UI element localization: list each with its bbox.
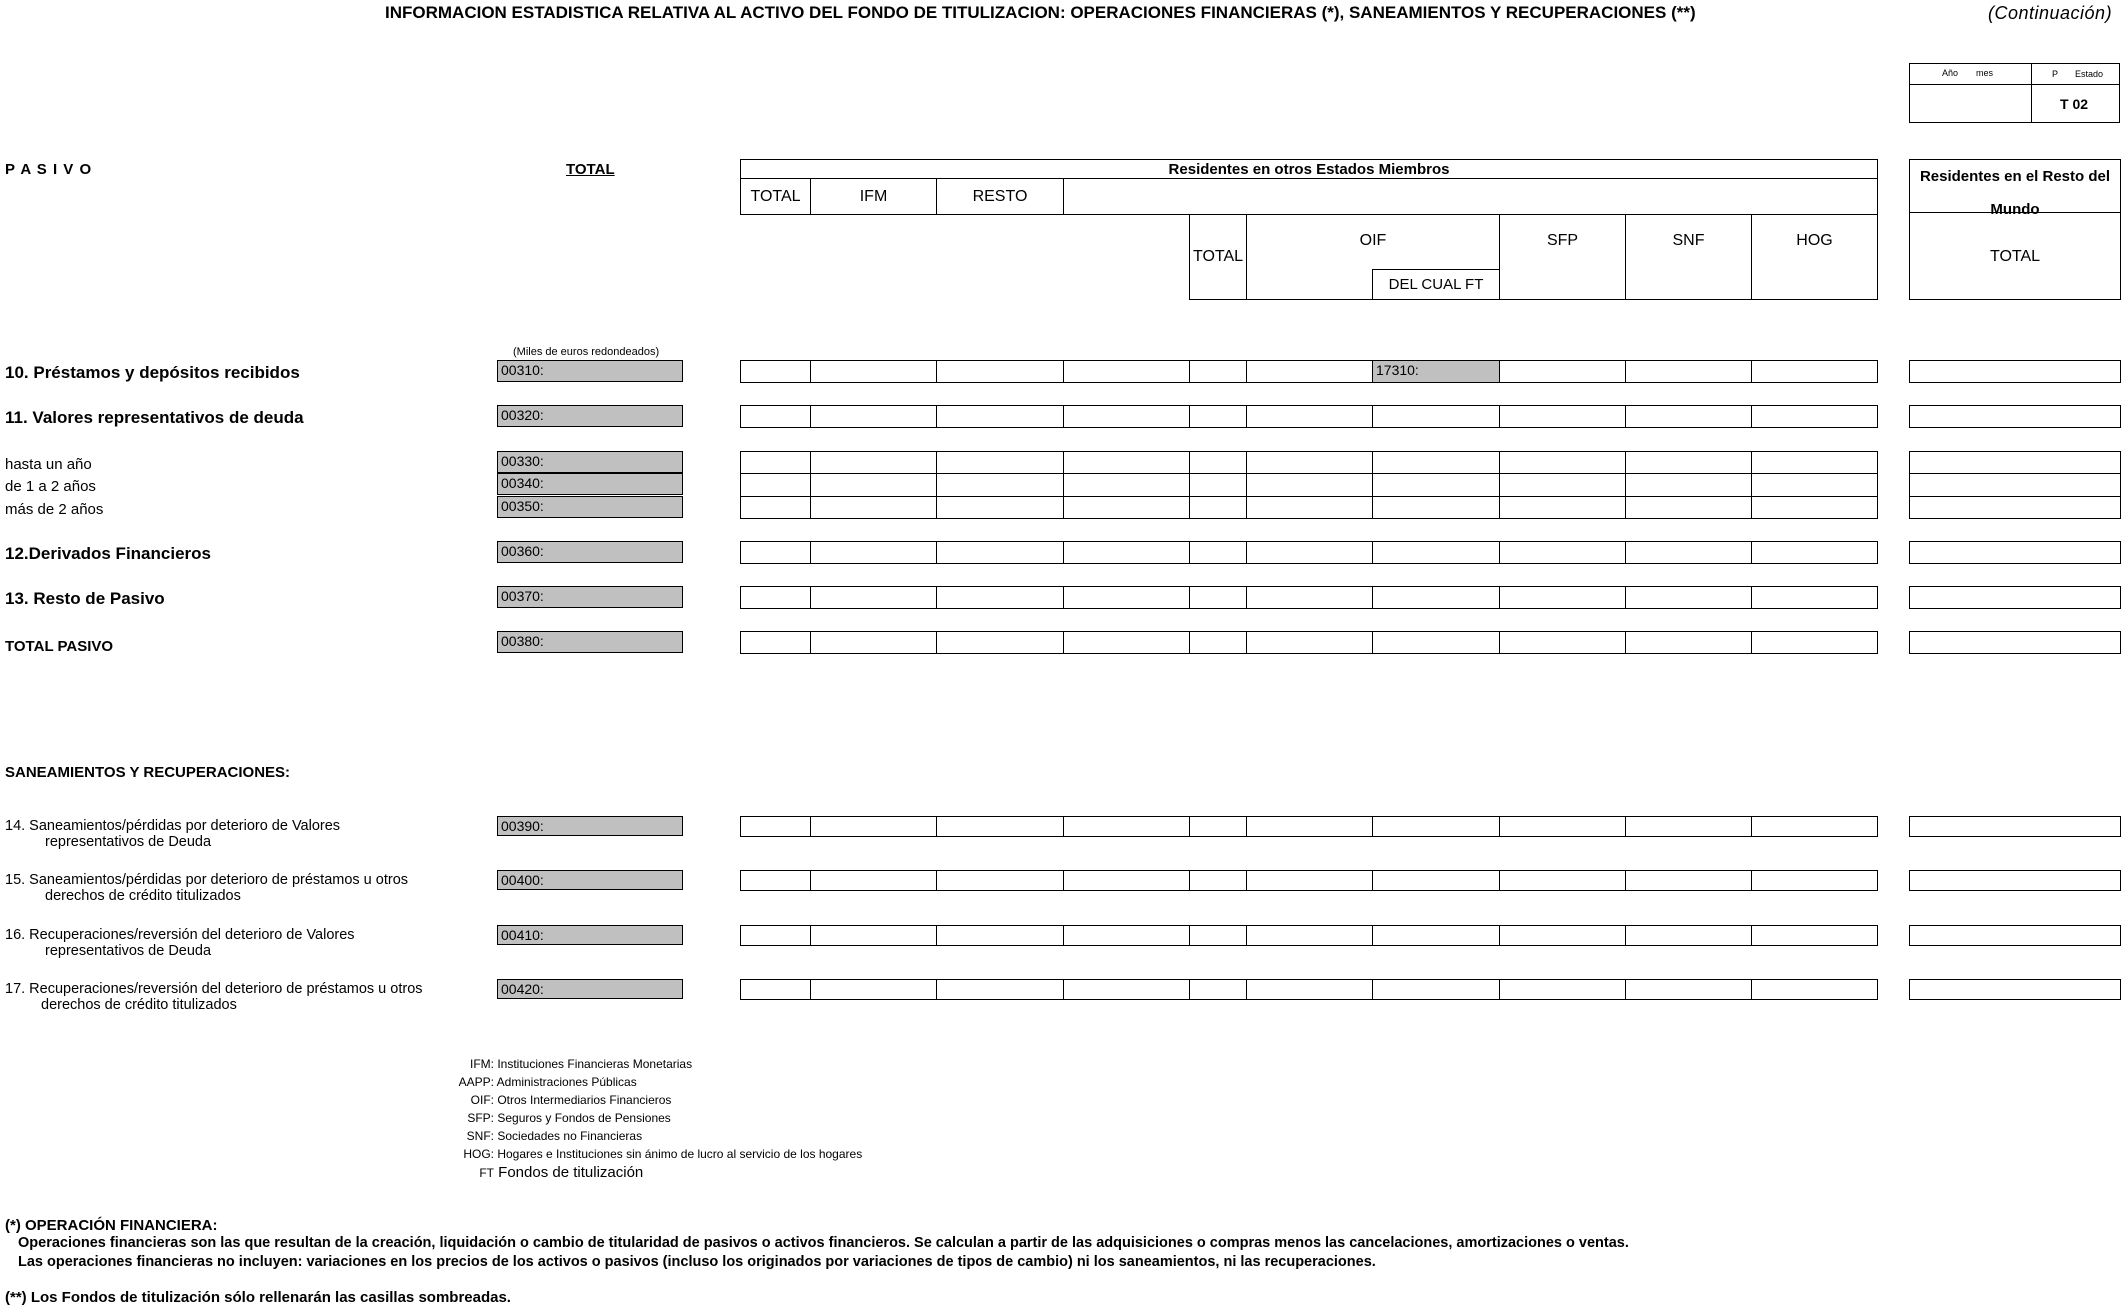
grid-cell-00400-resto[interactable] [936, 870, 1064, 891]
grid-cell-00380-del-cual-ft[interactable] [1246, 631, 1373, 654]
continuation-label: (Continuación) [1988, 3, 2113, 23]
grid-cell-00390-oif[interactable] [1189, 816, 1247, 837]
grid-cell-00420-snf[interactable] [1499, 979, 1626, 1000]
grid-cell-00360-resto-total[interactable] [1063, 541, 1190, 564]
grid-cell-00380-snf[interactable] [1499, 631, 1626, 654]
units-note: (Miles de euros redondeados) [513, 346, 660, 358]
grid-cell-00370-resto[interactable] [936, 586, 1064, 609]
grid-cell-00360-resto-mundo[interactable] [1909, 541, 2121, 564]
grid-cell-00370-resto-total[interactable] [1063, 586, 1190, 609]
grid-cell-00420-resto-total[interactable] [1063, 979, 1190, 1000]
grid-cell-00410-extra[interactable] [1751, 925, 1878, 946]
grid-cell-00330-resto[interactable] [936, 451, 1064, 474]
grid-cell-00310-snf[interactable] [1499, 360, 1626, 383]
grid-cell-00390-resto-total[interactable] [1063, 816, 1190, 837]
grid-cell-00330-ifm[interactable] [810, 451, 937, 474]
grid-cell-00310-oif[interactable] [1189, 360, 1247, 383]
grid-cell-00350-extra[interactable] [1751, 496, 1878, 519]
legend-item-ft: FT Fondos de titulización [479, 1164, 644, 1181]
row-label-16-line1: 16. Recuperaciones/reversión del deterioro de Valores [5, 927, 355, 943]
grid-cell-00360-ifm[interactable] [810, 541, 937, 564]
grid-cell-00370-extra[interactable] [1751, 586, 1878, 609]
legend-item-aapp: AAPP: Administraciones Públicas [458, 1075, 637, 1089]
anio-label: Año [1942, 68, 1959, 78]
row-label-15 [5, 872, 408, 904]
grid-cell-00420-ifm[interactable] [810, 979, 937, 1000]
grid-cell-00400-total[interactable] [740, 870, 811, 891]
grid-cell-00320-oif[interactable] [1189, 405, 1247, 428]
grid-cell-00370-resto-mundo[interactable] [1909, 586, 2121, 609]
legend-item-ifm: IFM: Instituciones Financieras Monetarias [470, 1057, 693, 1071]
code-field-00360[interactable]: 00360: [497, 541, 683, 563]
grid-cell-00420-resto[interactable] [936, 979, 1064, 1000]
grid-cell-00340-ifm[interactable] [810, 473, 937, 497]
mes-label: mes [1976, 68, 1994, 78]
grid-cell-00360-del-cual-ft[interactable] [1246, 541, 1373, 564]
code-field-00390[interactable]: 00390: [497, 816, 683, 836]
grid-cell-00400-sfp[interactable] [1372, 870, 1500, 891]
grid-cell-00360-snf[interactable] [1499, 541, 1626, 564]
row-label-total-pasivo: TOTAL PASIVO [5, 638, 114, 655]
grid-cell-00330-resto-mundo[interactable] [1909, 451, 2121, 474]
col-hog-header: HOG [1751, 214, 1878, 300]
grid-cell-00410-sfp[interactable] [1372, 925, 1500, 946]
grid-cell-00410-total[interactable] [740, 925, 811, 946]
row-label-13: 13. Resto de Pasivo [5, 589, 165, 608]
grid-cell-00350-oif[interactable] [1189, 496, 1247, 519]
code-field-00370[interactable]: 00370: [497, 586, 683, 608]
grid-cell-00320-resto-mundo[interactable] [1909, 405, 2121, 428]
grid-cell-00330-del-cual-ft[interactable] [1246, 451, 1373, 474]
grid-cell-00340-del-cual-ft[interactable] [1246, 473, 1373, 497]
estado-value: T 02 [2060, 96, 2089, 112]
grid-cell-00370-snf[interactable] [1499, 586, 1626, 609]
row-label-15-line2: derechos de crédito titulizados [45, 888, 241, 904]
grid-cell-00310-resto-total[interactable] [1063, 360, 1190, 383]
grid-cell-00330-oif[interactable] [1189, 451, 1247, 474]
p-label: P [2052, 69, 2059, 79]
row-label-16-line2: representativos de Deuda [45, 943, 212, 959]
col-sfp-header: SFP [1499, 214, 1626, 300]
grid-cell-00310-resto[interactable] [936, 360, 1064, 383]
grid-cell-00370-total[interactable] [740, 586, 811, 609]
grid-cell-00340-total[interactable] [740, 473, 811, 497]
grid-cell-00350-snf[interactable] [1499, 496, 1626, 519]
grid-cell-00310-hog[interactable] [1625, 360, 1752, 383]
code-field-00410[interactable]: 00410: [497, 925, 683, 945]
col-del-cual-ft-header: DEL CUAL FT [1372, 269, 1500, 300]
grid-cell-00370-del-cual-ft[interactable] [1246, 586, 1373, 609]
grid-cell-00340-hog[interactable] [1625, 473, 1752, 497]
grid-cell-00400-resto-mundo[interactable] [1909, 870, 2121, 891]
grid-cell-00330-hog[interactable] [1625, 451, 1752, 474]
grid-cell-00380-oif[interactable] [1189, 631, 1247, 654]
grid-cell-00400-snf[interactable] [1499, 870, 1626, 891]
grid-cell-00410-ifm[interactable] [810, 925, 937, 946]
grid-cell-00400-del-cual-ft[interactable] [1246, 870, 1373, 891]
estado-label: Estado [2075, 69, 2104, 79]
grid-cell-00350-resto-mundo[interactable] [1909, 496, 2121, 519]
grid-cell-00420-resto-mundo[interactable] [1909, 979, 2121, 1000]
grid-cell-00380-hog[interactable] [1625, 631, 1752, 654]
code-field-00350[interactable]: 00350: [497, 496, 683, 518]
grid-cell-00410-resto[interactable] [936, 925, 1064, 946]
operacion-financiera-line1: Operaciones financieras son las que resultan de la creación, liquidación o cambio de titularidad de pasivos o activos financieros. Se calculan a partir de las adquisiciones o compras menos las cancelaciones, amortizaciones o ventas. [18, 1235, 1629, 1251]
grid-cell-00340-oif[interactable] [1189, 473, 1247, 497]
grid-cell-00320-snf[interactable] [1499, 405, 1626, 428]
grid-cell-00390-resto[interactable] [936, 816, 1064, 837]
grid-cell-00320-resto[interactable] [936, 405, 1064, 428]
grid-cell-00370-oif[interactable] [1189, 586, 1247, 609]
grid-cell-00340-extra[interactable] [1751, 473, 1878, 497]
grid-cell-00340-snf[interactable] [1499, 473, 1626, 497]
col-total-header: TOTAL [740, 178, 811, 215]
row-label-17-line1: 17. Recuperaciones/reversión del deterioro de préstamos u otros [5, 981, 423, 997]
row-label-15-line1: 15. Saneamientos/pérdidas por deterioro de préstamos u otros [5, 872, 409, 888]
row-label-14-line2: representativos de Deuda [45, 834, 212, 850]
oif-label: OIF [1359, 232, 1387, 249]
grid-cell-00420-extra[interactable] [1751, 979, 1878, 1000]
legend-item-hog: HOG: Hogares e Instituciones sin ánimo de lucro al servicio de los hogares [463, 1147, 863, 1161]
grid-cell-00390-extra[interactable] [1751, 816, 1878, 837]
row-label-12: 12.Derivados Financieros [5, 544, 211, 563]
grid-cell-00340-resto[interactable] [936, 473, 1064, 497]
grid-cell-00350-resto-total[interactable] [1063, 496, 1190, 519]
operacion-financiera-line2: Las operaciones financieras no incluyen: variaciones en los precios de los activos o pasivos (incluso los originados por variaciones de tipos de cambio) ni los saneamientos, ni las recuperaciones. [18, 1254, 1376, 1270]
grid-cell-00420-oif[interactable] [1189, 979, 1247, 1000]
grid-cell-00420-sfp[interactable] [1372, 979, 1500, 1000]
col-snf-header: SNF [1625, 214, 1752, 300]
legend-item-sfp: SFP: Seguros y Fondos de Pensiones [467, 1111, 671, 1125]
grid-cell-00360-oif[interactable] [1189, 541, 1247, 564]
grid-cell-00400-hog[interactable] [1625, 870, 1752, 891]
grid-cell-00380-resto-mundo[interactable] [1909, 631, 2121, 654]
grid-cell-00390-snf[interactable] [1499, 816, 1626, 837]
grid-cell-00350-hog[interactable] [1625, 496, 1752, 519]
grid-cell-00380-resto-total[interactable] [1063, 631, 1190, 654]
row-label-17 [5, 981, 423, 1013]
col-ifm-header: IFM [810, 178, 937, 215]
grid-cell-00320-resto-total[interactable] [1063, 405, 1190, 428]
grid-cell-00310-del-cual-ft[interactable] [1246, 360, 1373, 383]
row-label-mas-de-2-anos: más de 2 años [5, 501, 104, 518]
grid-cell-00370-hog[interactable] [1625, 586, 1752, 609]
row-label-10: 10. Préstamos y depósitos recibidos [5, 363, 300, 382]
grid-cell-00380-total[interactable] [740, 631, 811, 654]
grid-cell-00360-sfp[interactable] [1372, 541, 1500, 564]
grid-cell-00340-resto-total[interactable] [1063, 473, 1190, 497]
code-field-00420[interactable]: 00420: [497, 979, 683, 999]
row-label-de-1-a-2-anos: de 1 a 2 años [5, 478, 96, 495]
grid-cell-00330-extra[interactable] [1751, 451, 1878, 474]
residentes-resto-mundo-header [1909, 159, 2121, 300]
status-box [1909, 63, 2120, 123]
grid-cell-00400-extra[interactable] [1751, 870, 1878, 891]
grid-cell-00320-total[interactable] [740, 405, 811, 428]
residentes-otros-header: Residentes en otros Estados Miembros [740, 159, 1878, 180]
grid-cell-00380-ifm[interactable] [810, 631, 937, 654]
grid-cell-00390-resto-mundo[interactable] [1909, 816, 2121, 837]
code-field-00310[interactable]: 00310: [497, 360, 683, 382]
grid-cell-00310-resto-mundo[interactable] [1909, 360, 2121, 383]
grid-cell-00350-sfp[interactable] [1372, 496, 1500, 519]
grid-cell-00350-total[interactable] [740, 496, 811, 519]
ft-shaded-note: (**) Los Fondos de titulización sólo rellenarán las casillas sombreadas. [5, 1289, 511, 1306]
grid-cell-00330-resto-total[interactable] [1063, 451, 1190, 474]
grid-cell-00400-resto-total[interactable] [1063, 870, 1190, 891]
legend-item-oif: OIF: Otros Intermediarios Financieros [470, 1093, 672, 1107]
grid-cell-00350-del-cual-ft[interactable] [1246, 496, 1373, 519]
grid-cell-00360-total[interactable] [740, 541, 811, 564]
grid-cell-00360-resto[interactable] [936, 541, 1064, 564]
grid-cell-00370-ifm[interactable] [810, 586, 937, 609]
row-label-17-line2: derechos de crédito titulizados [41, 997, 237, 1013]
grid-cell-00410-hog[interactable] [1625, 925, 1752, 946]
pasivo-heading: P A S I V O [5, 161, 93, 178]
grid-cell-00390-ifm[interactable] [810, 816, 937, 837]
grid-cell-00310-ifm[interactable] [810, 360, 937, 383]
row-label-hasta-un-ano: hasta un año [5, 456, 92, 473]
resto-mundo-total-label: TOTAL [1989, 248, 2041, 265]
col-resto-total-header: TOTAL [1189, 214, 1247, 300]
grid-cell-00340-resto-mundo[interactable] [1909, 473, 2121, 497]
grid-cell-00330-total[interactable] [740, 451, 811, 474]
code-field-17310[interactable]: 17310: [1372, 360, 1500, 383]
grid-cell-00410-oif[interactable] [1189, 925, 1247, 946]
grid-cell-00390-del-cual-ft[interactable] [1246, 816, 1373, 837]
grid-cell-00390-hog[interactable] [1625, 816, 1752, 837]
grid-cell-00330-snf[interactable] [1499, 451, 1626, 474]
anio-mes-field[interactable] [1918, 87, 2028, 120]
grid-cell-00320-del-cual-ft[interactable] [1246, 405, 1373, 428]
grid-cell-00310-extra[interactable] [1751, 360, 1878, 383]
grid-cell-00380-extra[interactable] [1751, 631, 1878, 654]
legend-item-snf: SNF: Sociedades no Financieras [466, 1129, 643, 1143]
grid-cell-00420-hog[interactable] [1625, 979, 1752, 1000]
code-field-00340[interactable]: 00340: [497, 473, 683, 495]
grid-cell-00350-resto[interactable] [936, 496, 1064, 519]
col-resto-header: RESTO [936, 178, 1064, 215]
grid-cell-00380-sfp[interactable] [1372, 631, 1500, 654]
grid-cell-00320-hog[interactable] [1625, 405, 1752, 428]
grid-cell-00370-sfp[interactable] [1372, 586, 1500, 609]
grid-cell-00420-del-cual-ft[interactable] [1246, 979, 1373, 1000]
code-field-00320[interactable]: 00320: [497, 405, 683, 427]
grid-cell-00410-snf[interactable] [1499, 925, 1626, 946]
grid-cell-00330-sfp[interactable] [1372, 451, 1500, 474]
grid-cell-00320-ifm[interactable] [810, 405, 937, 428]
grid-cell-00390-total[interactable] [740, 816, 811, 837]
grid-cell-00340-sfp[interactable] [1372, 473, 1500, 497]
grid-cell-00360-extra[interactable] [1751, 541, 1878, 564]
code-field-00330[interactable]: 00330: [497, 451, 683, 473]
resto-span-header [1063, 178, 1878, 215]
grid-cell-00360-hog[interactable] [1625, 541, 1752, 564]
grid-cell-00320-extra[interactable] [1751, 405, 1878, 428]
grid-cell-00410-resto-mundo[interactable] [1909, 925, 2121, 946]
grid-cell-00400-oif[interactable] [1189, 870, 1247, 891]
row-label-11: 11. Valores representativos de deuda [5, 408, 304, 427]
code-field-00380[interactable]: 00380: [497, 631, 683, 653]
code-field-00400[interactable]: 00400: [497, 870, 683, 890]
grid-cell-00350-ifm[interactable] [810, 496, 937, 519]
row-label-14-line1: 14. Saneamientos/pérdidas por deterioro de Valores [5, 818, 341, 834]
grid-cell-00320-sfp[interactable] [1372, 405, 1500, 428]
row-label-16 [5, 927, 355, 959]
grid-cell-00400-ifm[interactable] [810, 870, 937, 891]
grid-cell-00420-total[interactable] [740, 979, 811, 1000]
page-title: INFORMACION ESTADISTICA RELATIVA AL ACTIVO DEL FONDO DE TITULIZACION: OPERACIONES FINANCIERAS (*), SANEAMIENTOS Y RECUPERACIONES (**) [385, 3, 1696, 22]
total-heading: TOTAL [566, 161, 615, 178]
row-label-14 [5, 818, 340, 850]
grid-cell-00410-resto-total[interactable] [1063, 925, 1190, 946]
saneamientos-title: SANEAMIENTOS Y RECUPERACIONES: [5, 764, 291, 781]
grid-cell-00380-resto[interactable] [936, 631, 1064, 654]
grid-cell-00310-total[interactable] [740, 360, 811, 383]
resto-mundo-label: Residentes en el Resto del Mundo [1910, 160, 2120, 213]
grid-cell-00410-del-cual-ft[interactable] [1246, 925, 1373, 946]
operacion-financiera-title: (*) OPERACIÓN FINANCIERA: [5, 1217, 218, 1234]
grid-cell-00390-sfp[interactable] [1372, 816, 1500, 837]
